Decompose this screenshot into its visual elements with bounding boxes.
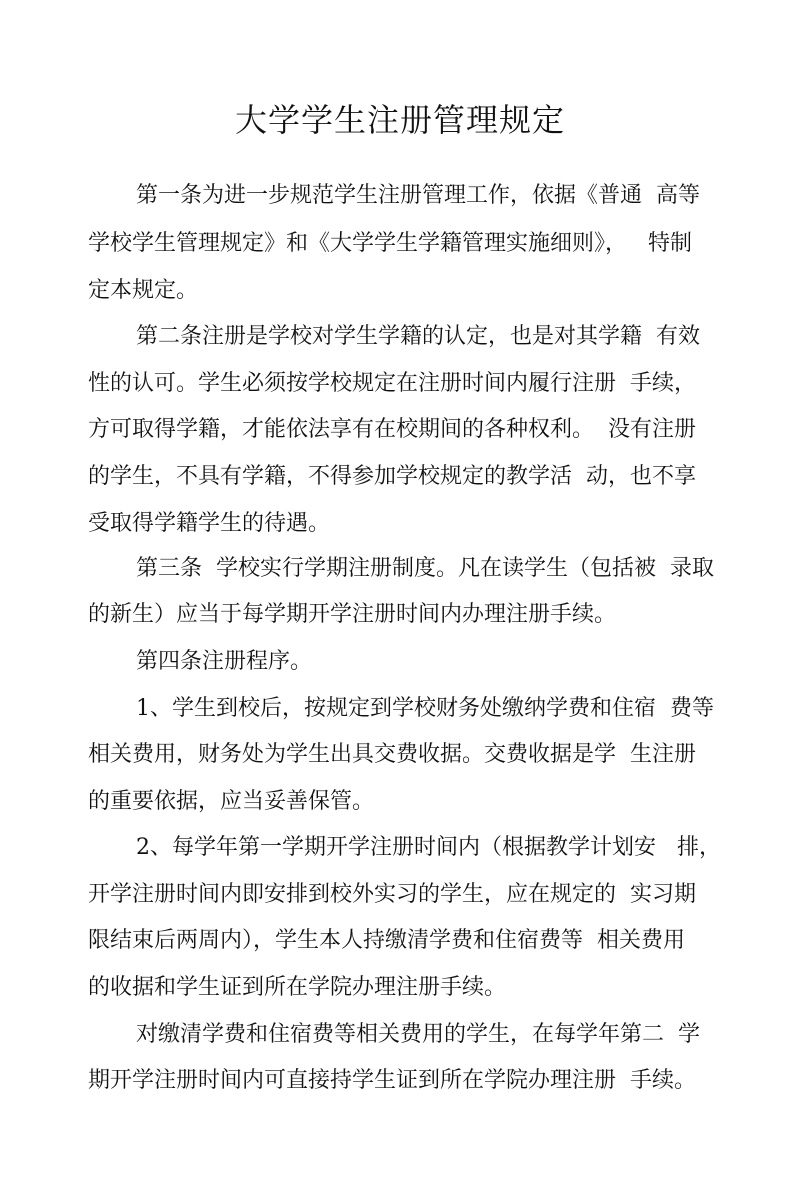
paragraph-line: 1、学生到校后，按规定到学校财务处缴纳学费和住宿 费等 bbox=[136, 696, 714, 721]
paragraph-line: 限结束后两周内），学生本人持缴清学费和住宿费等 相关费用 bbox=[88, 928, 685, 953]
paragraph-line: 相关费用，财务处为学生出具交费收据。交费收据是学 生注册 bbox=[88, 742, 696, 767]
paragraph-line: 的收据和学生证到所在学院办理注册手续。 bbox=[88, 975, 507, 1000]
paragraph-line: 性的认可。学生必须按学校规定在注册时间内履行注册 手续， bbox=[88, 371, 696, 396]
paragraph-line: 受取得学籍学生的待遇。 bbox=[88, 511, 331, 536]
paragraph-line: 方可取得学籍，才能依法享有在校期间的各种权利。 没有注册 bbox=[88, 417, 696, 442]
paragraph-line: 学校学生管理规定》和《大学学生学籍管理实施细则》， 特制 bbox=[88, 231, 692, 256]
paragraph-line: 开学注册时间内即安排到校外实习的学生，应在规定的 实习期 bbox=[88, 882, 696, 907]
paragraph-line: 第四条注册程序。 bbox=[136, 649, 313, 674]
paragraph-line: 第三条 学校实行学期注册制度。凡在读学生（包括被 录取 bbox=[136, 556, 714, 581]
paragraph-line: 定本规定。 bbox=[88, 278, 199, 303]
document-title: 大学学生注册管理规定 bbox=[234, 101, 565, 139]
paragraph-line: 2、每学年第一学期开学注册时间内（根据教学计划安 排， bbox=[136, 835, 721, 860]
paragraph-line: 期开学注册时间内可直接持学生证到所在学院办理注册 手续。 bbox=[88, 1068, 696, 1093]
paragraph-line: 第一条为进一步规范学生注册管理工作，依据《普通 高等 bbox=[136, 183, 700, 208]
paragraph-line: 的重要依据，应当妥善保管。 bbox=[88, 789, 375, 814]
paragraph-line: 第二条注册是学校对学生学籍的认定，也是对其学籍 有效 bbox=[136, 324, 700, 349]
paragraph-line: 对缴清学费和住宿费等相关费用的学生，在每学年第二 学 bbox=[136, 1022, 700, 1047]
paragraph-line: 的学生，不具有学籍，不得参加学校规定的教学活 动，也不享 bbox=[88, 464, 696, 489]
paragraph-line: 的新生）应当于每学期开学注册时间内办理注册手续。 bbox=[88, 602, 617, 627]
